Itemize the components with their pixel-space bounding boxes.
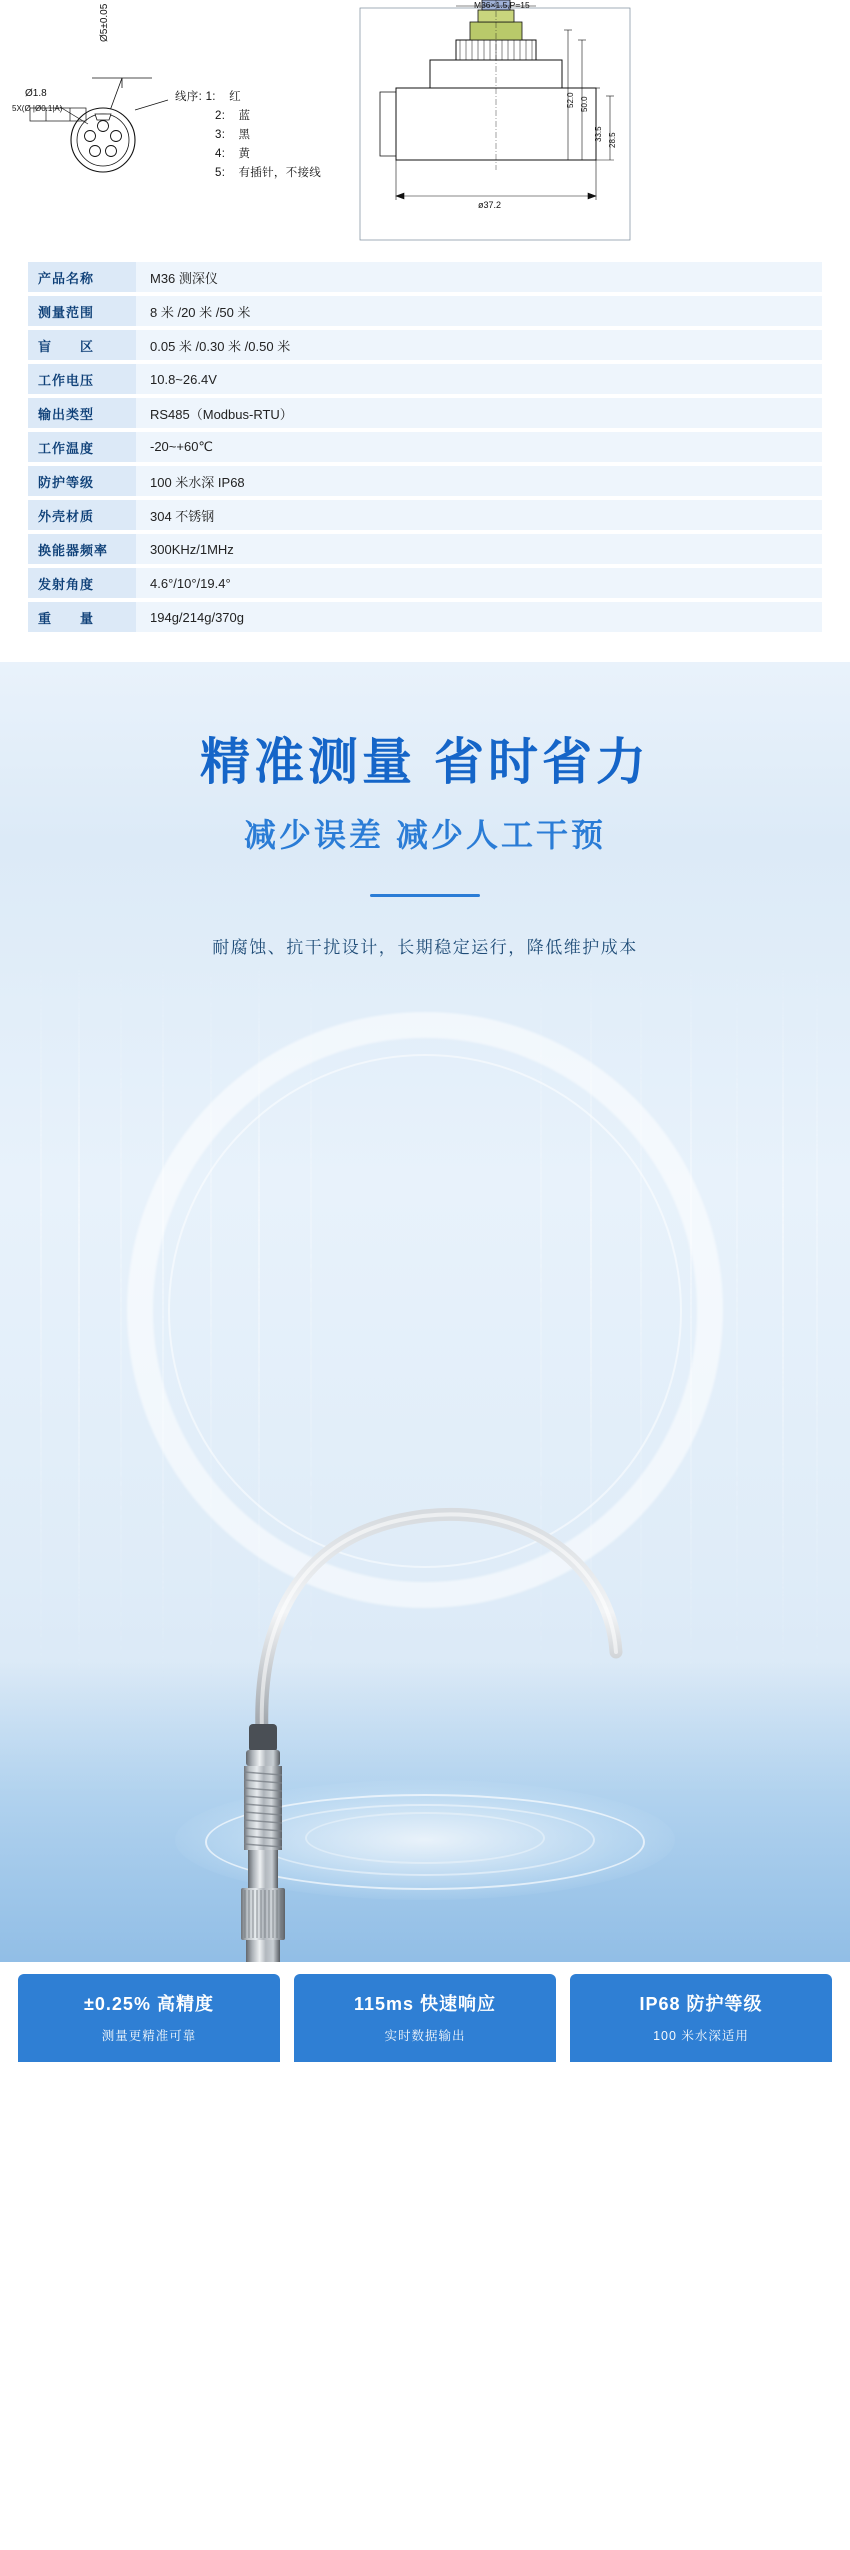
table-row xyxy=(28,568,822,598)
technical-drawing-svg xyxy=(330,0,850,250)
wire-3-name: 黑 xyxy=(238,129,251,141)
spec-key: 换能器频率 xyxy=(28,534,136,564)
table-row xyxy=(28,534,822,564)
spec-value: 10.8~26.4V xyxy=(136,364,822,394)
feature-title: 115ms 快速响应 xyxy=(353,1994,497,2014)
spec-key: 工作温度 xyxy=(28,432,136,462)
connector-dim-top: Ø5±0.05 xyxy=(99,3,110,42)
tech-dim-52: 52.0 xyxy=(566,92,575,108)
table-row xyxy=(28,364,822,394)
cable xyxy=(262,1514,616,1732)
wire-4-index: 4: xyxy=(215,148,226,160)
spec-section xyxy=(0,250,850,662)
connector-tolerance-label: 5X(Ø |Ø0.1|A) xyxy=(12,104,63,113)
spec-value: 8 米 /20 米 /50 米 xyxy=(136,296,822,326)
list-item xyxy=(175,107,321,126)
wire-order-label: 线序: xyxy=(175,91,203,103)
feature-subtitle: 100 米水深适用 xyxy=(653,2029,749,2043)
spec-key: 产品名称 xyxy=(28,262,136,292)
spec-value: 304 不锈钢 xyxy=(136,500,822,530)
spec-key: 发射角度 xyxy=(28,568,136,598)
feature-title: ±0.25% 高精度 xyxy=(84,1994,214,2014)
spec-value: -20~+60℃ xyxy=(136,432,822,462)
table-row xyxy=(28,262,822,292)
wire-1-name: 红 xyxy=(229,91,241,103)
connector-dim-left: Ø1.8 xyxy=(25,88,47,99)
feature-subtitle: 测量更精准可靠 xyxy=(101,2029,197,2043)
feature-card-accuracy xyxy=(18,1974,280,2062)
feature-title: IP68 防护等级 xyxy=(639,1994,763,2014)
feature-subtitle: 实时数据输出 xyxy=(384,2029,466,2043)
feature-bar xyxy=(0,1962,850,2062)
tech-thread-label: M36×1.5,P=15 xyxy=(474,0,530,10)
table-row xyxy=(28,466,822,496)
divider xyxy=(370,894,480,897)
tech-dim-diameter: ø37.2 xyxy=(478,200,502,210)
table-row xyxy=(28,296,822,326)
banner-header xyxy=(0,662,850,958)
tech-dim-335: 33.5 xyxy=(594,126,603,142)
wire-3-index: 3: xyxy=(215,129,226,141)
feature-card-protection xyxy=(570,1974,832,2062)
spec-key: 工作电压 xyxy=(28,364,136,394)
wire-2-name: 蓝 xyxy=(238,110,251,122)
spec-key: 测量范围 xyxy=(28,296,136,326)
wire-order-list xyxy=(175,88,321,183)
banner-subtitle: 减少误差 减少人工干预 xyxy=(244,816,606,853)
spec-value: 194g/214g/370g xyxy=(136,602,822,632)
list-item xyxy=(175,126,321,145)
wire-order-title xyxy=(175,88,321,107)
upper-thread xyxy=(244,1766,282,1850)
wire-4-name: 黄 xyxy=(238,148,251,160)
spec-key: 防护等级 xyxy=(28,466,136,496)
wire-5-name: 有插针，不接线 xyxy=(238,167,322,179)
list-item xyxy=(175,164,321,183)
table-row xyxy=(28,432,822,462)
spec-value: 0.05 米 /0.30 米 /0.50 米 xyxy=(136,330,822,360)
spec-value: 4.6°/10°/19.4° xyxy=(136,568,822,598)
spec-key: 盲 区 xyxy=(28,330,136,360)
spec-value: M36 测深仪 xyxy=(136,262,822,292)
marketing-banner xyxy=(0,662,850,1962)
spec-key: 外壳材质 xyxy=(28,500,136,530)
spec-key: 重 量 xyxy=(28,602,136,632)
list-item xyxy=(175,145,321,164)
cable-gland xyxy=(249,1724,277,1752)
tech-dim-50: 50.0 xyxy=(580,96,589,112)
spec-value: 100 米水深 IP68 xyxy=(136,466,822,496)
feature-card-response xyxy=(294,1974,556,2062)
tech-dim-285: 28.5 xyxy=(608,132,617,148)
banner-description: 耐腐蚀、抗干扰设计，长期稳定运行，降低维护成本 xyxy=(212,937,638,957)
table-row xyxy=(28,398,822,428)
shaft xyxy=(248,1850,278,1888)
wire-2-index: 2: xyxy=(215,110,226,122)
banner-title: 精准测量 省时省力 xyxy=(200,734,650,790)
spec-value: 300KHz/1MHz xyxy=(136,534,822,564)
connector-diagram xyxy=(0,0,340,250)
spec-key: 输出类型 xyxy=(28,398,136,428)
diagram-section xyxy=(0,0,850,250)
table-row xyxy=(28,602,822,632)
table-row xyxy=(28,500,822,530)
wire-5-index: 5: xyxy=(215,167,226,179)
spec-value: RS485（Modbus-RTU） xyxy=(136,398,822,428)
spec-table xyxy=(28,258,822,636)
wire-1-index: 1: xyxy=(205,91,216,103)
technical-drawing xyxy=(330,0,850,250)
table-row xyxy=(28,330,822,360)
knurled-collar xyxy=(241,1888,285,1940)
